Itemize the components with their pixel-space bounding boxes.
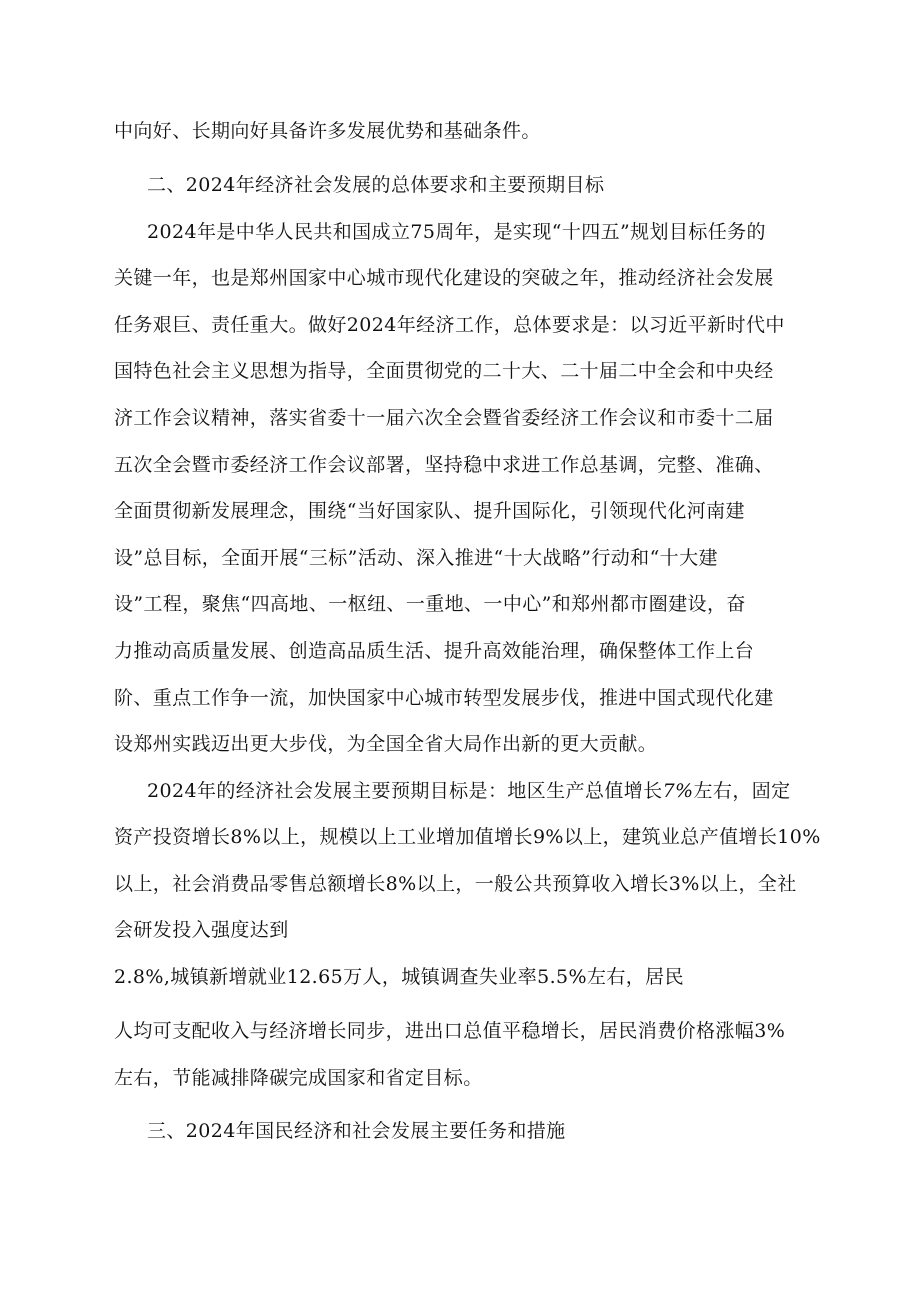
paragraph-line: 济工作会议精神，落实省委十一届六次全会暨省委经济工作会议和市委十二届	[114, 407, 774, 429]
paragraph-line: 设”工程，聚焦“四高地、一枢纽、一重地、一中心”和郑州都市圈建设，奋	[114, 593, 746, 615]
section-heading-3: 三、2024年国民经济和社会发展主要任务和措施	[147, 1120, 566, 1142]
gdp-growth-value: 7%	[662, 780, 694, 802]
paragraph-line: 左右，节能减排降碳完成国家和省定目标。	[114, 1067, 483, 1089]
paragraph-line: 力推动高质量发展、创造高品质生活、提升高效能治理，确保整体工作上台	[114, 640, 755, 662]
paragraph-line: 会研发投入强度达到	[114, 919, 289, 941]
targets-intro: 2024年的经济社会发展主要预期目标是：地区生产总值增长	[147, 780, 663, 802]
paragraph-line: 资产投资增长8%以上，规模以上工业增加值增长9%以上，建筑业总产值增长10%	[114, 826, 821, 848]
paragraph-line: 设郑州实践迈出更大步伐，为全国全省大局作出新的更大贡献。	[114, 733, 658, 755]
paragraph-line: 人均可支配收入与经济增长同步，进出口总值平稳增长，居民消费价格涨幅3%	[114, 1020, 786, 1042]
paragraph-line: 关键一年，也是郑州国家中心城市现代化建设的突破之年，推动经济社会发展	[114, 267, 774, 289]
paragraph-line: 阶、重点工作争一流，加快国家中心城市转型发展步伐，推进中国式现代化建	[114, 687, 774, 709]
paragraph-line: 中向好、长期向好具备许多发展优势和基础条件。	[114, 120, 541, 142]
paragraph-line-targets	[147, 779, 791, 803]
paragraph-line: 2.8%,城镇新增就业12.65万人，城镇调查失业率5.5%左右，居民	[114, 966, 684, 988]
paragraph-line: 全面贯彻新发展理念，围绕“当好国家队、提升国际化，引领现代化河南建	[114, 500, 745, 522]
targets-intro-tail: 左右，固定	[693, 780, 791, 802]
paragraph-line: 国特色社会主义思想为指导，全面贯彻党的二十大、二十届二中全会和中央经	[114, 360, 774, 382]
paragraph-line: 2024年是中华人民共和国成立75周年，是实现“十四五”规划目标任务的	[147, 221, 766, 243]
section-heading-2: 二、2024年经济社会发展的总体要求和主要预期目标	[147, 174, 605, 196]
paragraph-line: 任务艰巨、责任重大。做好2024年经济工作，总体要求是：以习近平新时代中	[114, 314, 785, 336]
paragraph-line: 设”总目标，全面开展“三标”活动、深入推进“十大战略”行动和“十大建	[114, 547, 718, 569]
paragraph-line: 以上，社会消费品零售总额增长8%以上，一般公共预算收入增长3%以上，全社	[114, 873, 797, 895]
paragraph-line: 五次全会暨市委经济工作会议部署，坚持稳中求进工作总基调，完整、准确、	[114, 454, 774, 476]
